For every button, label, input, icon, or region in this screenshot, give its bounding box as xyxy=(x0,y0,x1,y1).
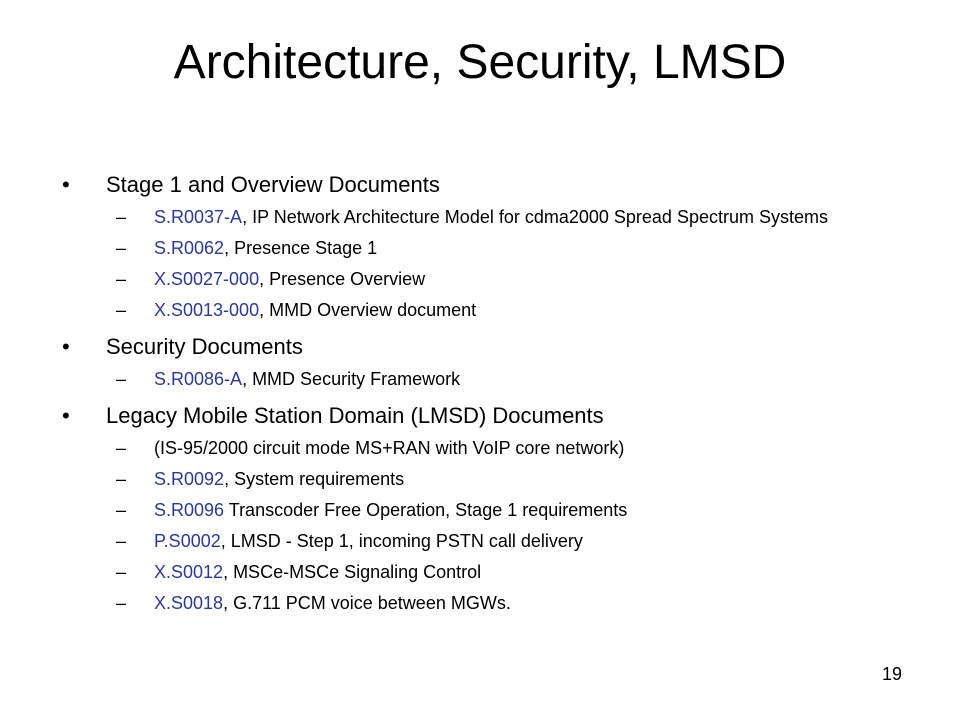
bullet-icon: • xyxy=(62,172,70,197)
list-item xyxy=(62,593,862,613)
list-item-text: , LMSD - Step 1, incoming PSTN call delivery xyxy=(220,531,583,551)
dash-icon: – xyxy=(116,593,127,613)
bullet-icon: • xyxy=(62,403,70,428)
dash-icon: – xyxy=(116,207,127,227)
section-heading xyxy=(62,333,862,361)
document-reference-link[interactable]: P.S0002 xyxy=(154,531,221,551)
document-reference-link[interactable]: X.S0027-000 xyxy=(154,269,260,289)
list-item-text: , IP Network Architecture Model for cdma2000 Spread Spectrum Systems xyxy=(242,207,828,227)
list-item-text: , MMD Overview document xyxy=(259,300,477,320)
list-item-text: (IS-95/2000 circuit mode MS+RAN with VoIP core network) xyxy=(154,438,625,458)
document-reference-link[interactable]: S.R0096 xyxy=(154,500,225,520)
section-heading xyxy=(62,171,862,199)
dash-icon: – xyxy=(116,438,127,458)
document-reference-link[interactable]: S.R0062 xyxy=(154,238,225,258)
list-item-text: , G.711 PCM voice between MGWs. xyxy=(223,593,511,613)
section-heading-text: Stage 1 and Overview Documents xyxy=(106,172,440,197)
list-item-text: , System requirements xyxy=(224,469,405,489)
document-reference-link[interactable]: X.S0012 xyxy=(154,562,224,582)
list-item-text: , MSCe-MSCe Signaling Control xyxy=(223,562,482,582)
dash-icon: – xyxy=(116,269,127,289)
page-number: 19 xyxy=(881,664,902,684)
dash-icon: – xyxy=(116,469,127,489)
dash-icon: – xyxy=(116,300,127,320)
list-item xyxy=(62,207,862,227)
slide-title: Architecture, Security, LMSD xyxy=(173,36,787,89)
section-heading-text: Legacy Mobile Station Domain (LMSD) Documents xyxy=(106,403,604,428)
dash-icon: – xyxy=(116,562,127,582)
section-heading-text: Security Documents xyxy=(106,334,303,359)
list-item xyxy=(62,562,862,582)
list-item-text: , MMD Security Framework xyxy=(242,369,461,389)
list-item-text: Transcoder Free Operation, Stage 1 requirements xyxy=(224,500,628,520)
document-reference-link[interactable]: S.R0086-A xyxy=(154,369,243,389)
list-item xyxy=(62,369,862,389)
list-item-text: , Presence Stage 1 xyxy=(224,238,378,258)
document-reference-link[interactable]: X.S0018 xyxy=(154,593,224,613)
slide-body xyxy=(62,171,862,624)
document-reference-link[interactable]: X.S0013-000 xyxy=(154,300,260,320)
list-item xyxy=(62,438,862,458)
list-item xyxy=(62,238,862,258)
document-reference-link[interactable]: S.R0092 xyxy=(154,469,225,489)
list-item xyxy=(62,469,862,489)
list-item xyxy=(62,531,862,551)
dash-icon: – xyxy=(116,369,127,389)
dash-icon: – xyxy=(116,531,127,551)
list-item xyxy=(62,269,862,289)
bullet-icon: • xyxy=(62,334,70,359)
document-reference-link[interactable]: S.R0037-A xyxy=(154,207,243,227)
list-item xyxy=(62,500,862,520)
section-heading xyxy=(62,402,862,430)
dash-icon: – xyxy=(116,500,127,520)
dash-icon: – xyxy=(116,238,127,258)
list-item xyxy=(62,300,862,320)
list-item-text: , Presence Overview xyxy=(259,269,426,289)
